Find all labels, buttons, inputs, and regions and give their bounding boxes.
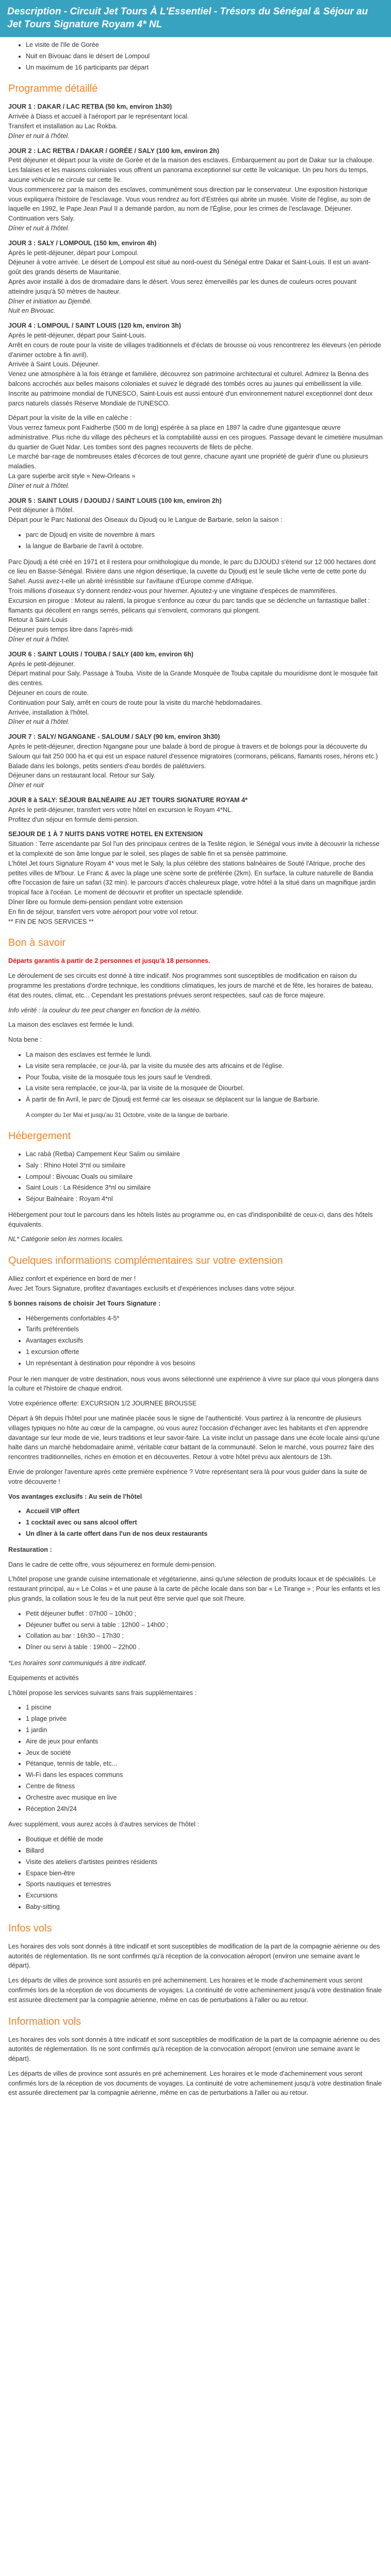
paragraph: *Les horaires sont communiqués à titre indicatif. — [8, 1659, 147, 1667]
paragraph: Les horaires des vols sont donnés à titre indicatif et sont susceptibles de modification de la part de la compagnie aérienne ou des autorités de réglementation. Ils ne sont confirmés qu'à réception de la convocation aéroport (environ une semaine avant le départ). — [8, 1942, 380, 1970]
day-text: Dîner et nuit à l'hôtel. — [8, 636, 70, 643]
day-text: Situation : Terre ascendante par Sol l'un des principaux centres de la Teslite région, le Sénégal vous invite à découvrir la richesse et la complexité de son âme longue par le soleil, ses plages de sable fin et sa pensée patrimoine. — [8, 840, 380, 857]
day-text: Arrivée, installation à l'hôtel. — [8, 708, 89, 716]
section-title-programme: Programme détaillé — [8, 83, 98, 95]
advantages-list — [26, 1506, 383, 1538]
paid-services-list — [26, 1835, 383, 1912]
day-text: Déjeuner en cours de route. — [8, 689, 89, 697]
list-item: • Avantages exclusifs — [26, 1336, 383, 1346]
list-item: • Déjeuner buffet ou servi à table : 12h00 – 14h00 ; — [26, 1620, 383, 1630]
paragraph: Pour le rien manquer de votre destination, nous vous avons sélectionné une expérience à vivre sur place qui vous plongera dans la culture et l'histoire de chaque endroit. — [8, 1375, 379, 1393]
day-heading: JOUR 5 : SAINT LOUIS / DJOUDJ / SAINT LOUIS (100 km, environ 2h) — [8, 497, 222, 504]
day-text: Départ pour le Parc National des Oiseaux du Djoudj ou le Langue de Barbarie, selon la saison : — [8, 516, 283, 524]
list-item: • Dîner ou servi à table : 19h00 – 22h00 . — [26, 1642, 383, 1652]
list-item: • Le visite de l'Ile de Gorée — [26, 40, 383, 50]
day-block — [8, 239, 383, 316]
paragraph: Les horaires des vols sont donnés à titre indicatif et sont susceptibles de modification de la part de la compagnie aérienne ou des autorités de réglementation. Ils ne sont confirmés qu'à réception de la convocation aéroport (environ une semaine avant le départ). — [8, 2036, 380, 2063]
day-text: Vous commencerez par la maison des esclaves, communément sous direction par le conservateur. Une exposition historique vous expliquera l'histoire de l'esclavage. Vous vous rendrez au fort d'Estrées qui abrite un musée. Visite de l'église, au soin de laquelle en 1992, le Pape Jean Paul II a demandé pardon, au nom de l'Église, pour les crimes de l'esclavage. Déjeuner. — [8, 185, 371, 213]
day-text: Dîner et nuit à l'hôtel. — [8, 132, 70, 140]
subheading: Restauration : — [8, 1546, 52, 1553]
list-item: • Séjour Balnéaire : Royam 4*nl — [26, 1194, 383, 1204]
day-text: Retour à Saint-Louis — [8, 616, 68, 624]
paragraph-line: Avec Jet Tours Signature, profitez d'avantages exclusifs et d'expériences incluses dans votre séjour. — [8, 1285, 296, 1293]
day-text: Dîner et nuit à l'hôtel. — [8, 224, 70, 232]
section-title-bon-a-savoir: Bon à savoir — [8, 937, 66, 949]
main-content — [0, 37, 391, 2115]
day-text: Après le petit-déjeuner. — [8, 660, 75, 668]
day5-options — [26, 530, 383, 551]
day-text: Dîner et nuit — [8, 782, 44, 789]
list-item: • Pétanque, tennis de table, etc... — [26, 1759, 383, 1769]
list-item: • Visite des ateliers d'artistes peintres résidents — [26, 1857, 383, 1867]
section-title-information-vols: Information vols — [8, 2015, 82, 2027]
day-block — [8, 732, 383, 790]
list-item: • Lompoul : Bivouac Ouals ou similaire — [26, 1172, 383, 1182]
paragraph: Les départs de villes de province sont assurés en pré acheminement. Les horaires et le mode d'acheminement vous seront confirmés lors de la réception de vos documents de voyages. La continuité de votre acheminement jusqu'à votre destination finale est assurée directement par la compagnie aérienne, même en cas de perturbations à l'aller ou au retour. — [8, 1977, 382, 2004]
paragraph: La maison des esclaves est fermée le lundi. — [8, 1021, 135, 1029]
day-heading: JOUR 7 : SALY/ NGANGANE - SALOUM / SALY (90 km, environ 3h30) — [8, 733, 220, 741]
paragraph: Le déroulement de ses circuits est donné à titre indicatif. Nos programmes sont susceptibles de modification en raison du programme les prestations d'ordre technique, les conditions climatiques, les jours de marché et de fête, les horaires de bateau, état des routes, climat, etc... Cependant les prestations prévues seront respectées, sauf cas de force majeure. — [8, 972, 373, 999]
list-item: • Baby-sitting — [26, 1902, 383, 1912]
list-item: • 1 excursion offerte — [26, 1347, 383, 1357]
day-text: Déjeuner puis temps libre dans l'après-midi — [8, 626, 133, 634]
paragraph: Votre expérience offerte: EXCURSION 1/2 JOURNEE BROUSSE — [8, 1400, 197, 1408]
day-heading: JOUR 2 : LAC RETBA / DAKAR / GORÉE / SALY (100 km, environ 2h) — [8, 147, 219, 155]
day-text: Trois millions d'oiseaux s'y donnent rendez-vous pour hiverner. Ajoutez-y une vingtaine d'espèces de mammifères. — [8, 587, 337, 595]
day-text: Le marché bar-rage de nombreuses étales d'écorces de tout genre, chacune ayant une propriété de guérir d'une ou plusieurs maladies. — [8, 453, 368, 470]
list-item: • la langue de Barbarie de l'avril à octobre. — [26, 541, 383, 551]
list-item: • La maison des esclaves est fermée le lundi. — [26, 1050, 383, 1060]
paragraph — [8, 1274, 383, 1294]
day-text: Petit déjeuner et départ pour la visite de Gorée et de la maison des esclaves. Embarquement au port de Dakar sur la chaloupe. Les falaises et les maisons coloniales vous offrent un panorama exceptionnel sur cette île volcanique. Un peu hors du temps, aucune véhicule ne circule sur cette île. — [8, 157, 374, 183]
paragraph: Info vérité : la couleur du tee peut changer en fonction de la météo. — [8, 1006, 201, 1014]
list-item: • Réception 24h/24 — [26, 1804, 383, 1814]
list-item: • Un maximum de 16 participants par départ — [26, 63, 383, 73]
day-text: Transfert et installation au Lac Rokba. — [8, 122, 118, 130]
day-heading: SEJOUR DE 1 À 7 NUITS DANS VOTRE HOTEL EN EXTENSION — [8, 831, 203, 838]
list-item: • Sports nautiques et terrestres — [26, 1879, 383, 1889]
paragraph-line: Alliez confort et expérience en bord de mer ! — [8, 1275, 136, 1283]
day-text: Départ matinal pour Saly. Passage à Touba. Visite de la Grande Mosquée de Touba capitale du mouridisme dont le mosquée fait des centres. — [8, 670, 378, 687]
list-item: • Aire de jeux pour enfants — [26, 1737, 383, 1747]
list-item: • À partir de fin Avril, le parc de Djoudj est fermé car les oiseaux se déplacent sur la langue de Barbarie. — [26, 1095, 383, 1105]
paragraph: Hébergement pour tout le parcours dans les hôtels listés au programme ou, en cas d'indisponibilité de ceux-ci, dans des hôtels équivalents. — [8, 1211, 373, 1228]
list-item: • Jeux de société — [26, 1748, 383, 1758]
day-text: Après avoir installé à dos de dromadaire dans le désert. Vous serez émerveillés par les dunes de couleurs ocres pouvant atteindre jusqu'à 50 mètres de hauteur. — [8, 278, 356, 295]
hotel-list — [26, 1149, 383, 1204]
reasons-list — [26, 1314, 383, 1368]
paragraph: Dans le cadre de cette offre, vous séjournerez en formule demi-pension. — [8, 1561, 216, 1568]
subheading: Equipements et activités — [8, 1674, 79, 1682]
day-text: ** FIN DE NOS SERVICES ** — [8, 918, 94, 925]
list-item: • La visite sera remplacée, ce jour-là, par la visite de la mosquée de Diourbel. — [26, 1083, 383, 1093]
day-text: Après le petit-déjeuner, départ pour Lompoul. — [8, 249, 139, 257]
day-text: Arrivée à Diass et accueil à l'aéroport par le représentant local. — [8, 113, 189, 121]
list-item: • Hébergements confortables 4-5* — [26, 1314, 383, 1324]
paragraph: NL* Catégorie selon les normes locales. — [8, 1235, 124, 1243]
nota-bene-list — [26, 1050, 383, 1105]
day-block — [8, 146, 383, 233]
list-item: • Billard — [26, 1846, 383, 1856]
paragraph: Nota bene : — [8, 1036, 42, 1044]
day-text: Dîner et nuit à l'hôtel. — [8, 482, 70, 489]
day-text: Continuation vers Saly. — [8, 215, 75, 223]
paragraph: L'hôtel propose les services suivants sans frais supplémentaires : — [8, 1689, 197, 1697]
list-item: • Boutique et défilé de mode — [26, 1835, 383, 1844]
day-block — [8, 102, 383, 141]
list-item: • Accueil VIP offert — [26, 1506, 383, 1516]
day-text: Parc Djoudj a été créé en 1971 et il restera pour ornithologique du monde, le parc du DJOUDJ s'étend sur 12 000 hectares dont ce lieu en Basse-Sénégal. Rivière dans une région désertique, la cuvette du Djoudj est le seule tâche verte de cette porte du Sahel. Aussi avez-t-elle un abrité irrésistible sur l'avifaune d'Europe comme d'Afrique. — [8, 558, 376, 585]
day-text: La gare superbe arcit style « New-Orleans » — [8, 472, 136, 480]
list-item: • Saly : Rhino Hotel 3*nl ou similaire — [26, 1161, 383, 1171]
day-text: Balade dans les bolongs, petits sentiers d'eau bordés de palétuviers. — [8, 762, 206, 770]
day-text: Arrivée à Saint Louis. Déjeuner. — [8, 361, 100, 368]
day-block — [8, 795, 383, 824]
subheading: 5 bonnes raisons de choisir Jet Tours Signature : — [8, 1299, 161, 1307]
list-item: • Orchestre avec musique en live — [26, 1793, 383, 1803]
list-item: • Espace bien-être — [26, 1869, 383, 1878]
day-text: Nuit en Bivouac. — [8, 307, 56, 315]
subheading: Vos avantages exclusifs : Au sein de l'hôtel — [8, 1493, 142, 1500]
list-item: • Tarifs préférentiels — [26, 1325, 383, 1334]
list-item: • parc de Djoudj en visite de novembre à mars — [26, 530, 383, 540]
day-text: Continuation pour Saly, arrêt en cours de route pour la visite du marché hebdomadaires. — [8, 699, 262, 706]
list-item: • Saint Louis : La Résidence 3*nl ou similaire — [26, 1183, 383, 1193]
day-block — [8, 413, 383, 490]
day-heading: JOUR 4 : LOMPOUL / SAINT LOUIS (120 km, environ 3h) — [8, 322, 181, 330]
list-item: • Un dîner à la carte offert dans l'un de nos deux restaurants — [26, 1529, 383, 1539]
list-item: • 1 plage privée — [26, 1714, 383, 1724]
day-block — [8, 557, 383, 645]
day-block — [8, 829, 383, 926]
paragraph: A compter du 1er Mai et jusqu'au 31 Octobre, visite de la langue de barbarie. — [26, 1111, 230, 1118]
day-text: Excursion en pirogue : Moteur au ralenti, la pirogue s'enfonce au cœur du parc tandis que se déclenche un fantastique ballet : flamants qui décollent en rangs serrés, pélicans qui s'envolent, cormorans qui plongent. — [8, 597, 370, 614]
section-title-extension: Quelques informations complémentaires sur votre extension — [8, 1255, 283, 1267]
list-item: • 1 jardin — [26, 1725, 383, 1735]
list-item: • Wi-Fi dans les espaces communs — [26, 1770, 383, 1780]
list-item: • Nuit en Bivouac dans le désert de Lompoul — [26, 52, 383, 61]
paragraph: Départ à 9h depuis l'hôtel pour une matinée placée sous le signe de l'authenticité. Vous partirez à la rencontre de plusieurs villages typiques no hôte au cœur de la campagne, où vous aurez l'occasion d'échanger avec les habitants et d'en apprendre davantage sur leur mode de vie, leurs traditions et leur savoir-faire. La visite inclut un passage dans une école locale ainsi qu'une halte dans un marché hebdomadaire animé, véritable cœur battant de la communauté. Selon le marché, vous pourrez faire des rencontres traditionnelles, riches en émotion et en découvertes. Retour à votre hôtel prévu aux alentours de 13h. — [8, 1415, 380, 1461]
section-title-infos-vols: Infos vols — [8, 1922, 52, 1934]
day-text: Arrêt en cours de route pour la visite de villages traditionnels et d'éclats de brousse où vous rencontrerez les éleveurs (en période d'animer octobre à fin avril). — [8, 341, 381, 359]
paragraph: L'hôtel propose une grande cuisine internationale et végétarienne, ainsi qu'une sélection de produits locaux et de spécialités. Le restaurant principal, au « Le Colas » et une pause à la carte de pêche locale dans son bar « Le Tirange » ; Pour les enfants et les plus grands, la collation sous le feu de la nuit peut être servie quel que soit l'heure. — [8, 1575, 381, 1602]
list-item: • La visite sera remplacée, ce jour-là, par la visite du musée des arts africains et de l'église. — [26, 1061, 383, 1071]
paragraph: Avec supplément, vous aurez accès à d'autres services de l'hôtel : — [8, 1821, 199, 1828]
day-text: Petit déjeuner à l'hôtel. — [8, 506, 74, 514]
day-text: En fin de séjour, transfert vers votre aéroport pour votre vol retour. — [8, 908, 199, 916]
paragraph: Envie de prolonger l'aventure après cette première expérience ? Votre représentant sera là pour vous guider dans la suite de votre découverte ! — [8, 1468, 367, 1485]
day-block — [8, 496, 383, 525]
day-text: L'hôtel Jet tours Signature Royam 4* vous met le Saly, la plus célèbre des stations balnéaires de Souté l'Atrique, proche des petites villes de M'bour. Le Franc & avec la plage une scène sorte de préférée (2km). En surface, la culture naturelle de Bandia offre l'occasion de faire un safari (32 min). le parcours d'accès chaleureux plage, votre hôtel à la situé dans un magnifique jardin tropical face à l'océan. Le moment de découvrir et profiter un spectacle splendide. — [8, 859, 376, 896]
section-title-hebergement: Hébergement — [8, 1130, 71, 1142]
intro-list — [26, 40, 383, 72]
list-item: • Un représentant à destination pour répondre à vos besoins — [26, 1359, 383, 1368]
day-text: Venez une atmosphère à la fois étrange et familière, découvrez son patrimoine architectural et culturel. Admirez la Benna des balcons accrochés aux belles maisons coloniales et suivez le dégradé des tombés ocres au jaunes qui embellissent la ville. Inscrite au patrimoine mondial de l'UNESCO, Saint-Louis est aussi entouré d'un environnement naturel exceptionnel dont deux parcs naturels classés Réserve Mondiale de l'UNESCO. — [8, 370, 373, 407]
list-item: • 1 cocktail avec ou sans alcool offert — [26, 1518, 383, 1528]
day-text: Dîner et nuit à l'hôtel. — [8, 718, 70, 726]
day-text: Dîner libre ou formule demi-pension pendant votre extension — [8, 898, 183, 906]
day-block — [8, 321, 383, 408]
list-item: • Pour Touba, visite de la mosquée tous les jours sauf le Vendredi. — [26, 1073, 383, 1082]
list-item: • Collation au bar : 16h30 – 17h30 ; — [26, 1631, 383, 1641]
day-heading: JOUR 1 : DAKAR / LAC RETBA (50 km, environ 1h30) — [8, 103, 172, 111]
guaranteed-departures: Départs garantis à partir de 2 personnes et jusqu'à 18 personnes. — [8, 957, 210, 965]
day-text: Après le petit-déjeuner, transfert vers votre hôtel en excursion le Royam 4*NL. — [8, 806, 233, 814]
day-text: Dîner et initiation au Djembé. — [8, 297, 92, 305]
meal-times-list — [26, 1609, 383, 1652]
list-item: • Excursions — [26, 1891, 383, 1901]
paragraph: Les départs de villes de province sont assurés en pré acheminement. Les horaires et le mode d'acheminement vous seront confirmés lors de la réception de vos documents de voyages. La continuité de votre acheminement jusqu'à votre destination finale est assurée directement par la compagnie aérienne, même en cas de perturbations à l'aller ou au retour. — [8, 2070, 382, 2097]
day-text: Départ pour la visite de la ville en calèche : — [8, 414, 132, 422]
list-item: • 1 piscine — [26, 1703, 383, 1713]
list-item: • Centre de fitness — [26, 1782, 383, 1791]
day-heading: JOUR 8 à SALY: SÉJOUR BALNÉAIRE AU JET TOURS SIGNATURE ROYAM 4* — [8, 796, 248, 804]
header-bar — [0, 0, 391, 37]
day-text: Après le petit-déjeuner, départ pour Saint-Louis. — [8, 331, 146, 339]
day-heading: JOUR 6 : SAINT LOUIS / TOUBA / SALY (400 km, environ 6h) — [8, 650, 194, 658]
day-block — [8, 650, 383, 727]
day-text: Après le petit-déjeuner, direction Ngangane pour une balade à bord de pirogue à travers et de bolongs pour la découverte du Saloum qui fait 250 000 ha et qui est un espace naturel d'essence migratoires (cormorans, pélicans, flamants roses, hérons etc.) — [8, 743, 378, 760]
day-heading: JOUR 3 : SALY / LOMPOUL (150 km, environ 4h) — [8, 239, 157, 247]
day-text: Vous verrez fameux pont Faidherbe (500 m de long) espérée à sa place en 1897 la cadre d'une gigantesque œuvre administrative. Plus riche du village des pêcheurs et la comptabilité aussi en ces pirogues. Passage devant le cimetière musulman du quartier de Guet Ndar. Les tombes sont des pagnes recouverts de filets de pêche. — [8, 424, 383, 451]
day-text: Profitez d'un séjour en formule demi-pension. — [8, 816, 139, 823]
list-item: • Petit déjeuner buffet : 07h00 – 10h00 ; — [26, 1609, 383, 1619]
day-text: Déjeuner dans un restaurant local. Retour sur Saly. — [8, 772, 156, 779]
day-text: Déjeuner à votre arrivée. Le désert de Lompoul est situé au nord-ouest du Sénégal entre Dakar et Saint-Louis. Il est un avant-goût des grands déserts de Mauritanie. — [8, 259, 371, 276]
page-title: Description - Circuit Jet Tours À L'Essentiel - Trésors du Sénégal & Séjour au Jet Tours Signature Royam 4* NL — [7, 6, 368, 30]
list-item: • Lac rabà (Retba) Campement Keur Salim ou similaire — [26, 1149, 383, 1159]
equipements-list — [26, 1703, 383, 1814]
